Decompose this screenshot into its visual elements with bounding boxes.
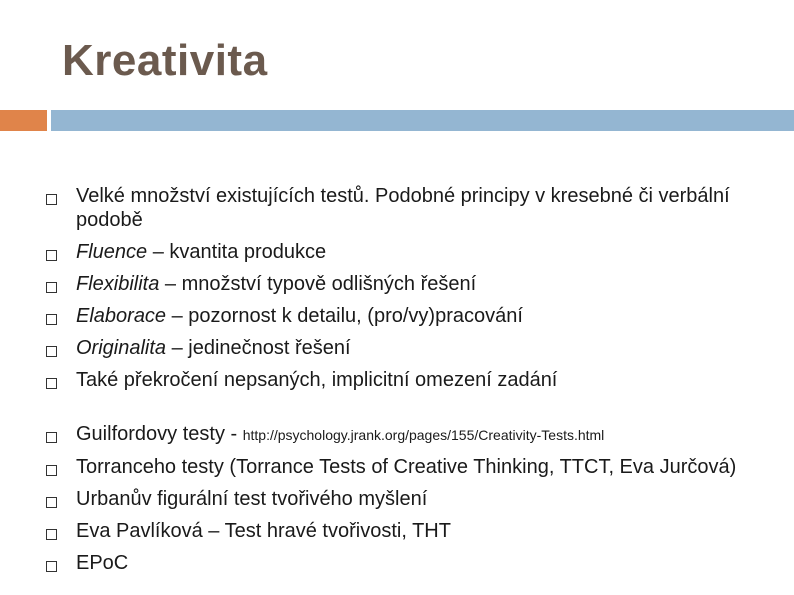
item-term: Fluence <box>76 241 148 263</box>
list-item <box>44 519 774 543</box>
checkbox-bullet-icon <box>46 194 57 205</box>
title-accent-bar <box>0 110 47 131</box>
list-item <box>44 184 774 232</box>
checkbox-bullet-icon <box>46 282 57 293</box>
list-item <box>44 272 774 296</box>
reference-link[interactable]: http://psychology.jrank.org/pages/155/Creativity-Tests.html <box>242 427 605 443</box>
list-item <box>44 336 774 360</box>
item-text: Eva Pavlíková – Test hravé tvořivosti, THT <box>76 520 451 542</box>
list-item <box>44 487 774 511</box>
checkbox-bullet-icon <box>46 432 57 443</box>
checkbox-bullet-icon <box>46 314 57 325</box>
list-item <box>44 304 774 328</box>
list-item <box>44 368 774 392</box>
item-text: – jedinečnost řešení <box>166 337 351 359</box>
checkbox-bullet-icon <box>46 561 57 572</box>
item-text: – pozornost k detailu, (pro/vy)pracování <box>166 305 523 327</box>
item-text: Torranceho testy (Torrance Tests of Creative Thinking, TTCT, Eva Jurčová) <box>76 456 737 478</box>
checkbox-bullet-icon <box>46 465 57 476</box>
item-text: Také překročení nepsaných, implicitní omezení zadání <box>76 369 558 391</box>
checkbox-bullet-icon <box>46 378 57 389</box>
item-term: Flexibilita <box>76 273 160 295</box>
item-text: Guilfordovy testy - <box>76 423 243 445</box>
bullet-list <box>44 184 774 583</box>
item-term: Elaborace <box>76 305 167 327</box>
list-item <box>44 455 774 479</box>
checkbox-bullet-icon <box>46 346 57 357</box>
item-text: EPoC <box>76 552 129 574</box>
item-text: Urbanův figurální test tvořivého myšlení <box>76 488 428 510</box>
checkbox-bullet-icon <box>46 250 57 261</box>
item-text: – kvantita produkce <box>147 241 327 263</box>
list-item <box>44 240 774 264</box>
checkbox-bullet-icon <box>46 529 57 540</box>
list-item <box>44 551 774 575</box>
item-term: Originalita <box>76 337 167 359</box>
checkbox-bullet-icon <box>46 497 57 508</box>
title-underline-bar <box>51 110 794 131</box>
item-text: – množství typově odlišných řešení <box>159 273 477 295</box>
item-text: Velké množství existujících testů. Podobné principy v kresebné či verbální podobě <box>76 185 730 231</box>
list-item <box>44 422 774 447</box>
slide-title: Kreativita <box>62 36 268 85</box>
